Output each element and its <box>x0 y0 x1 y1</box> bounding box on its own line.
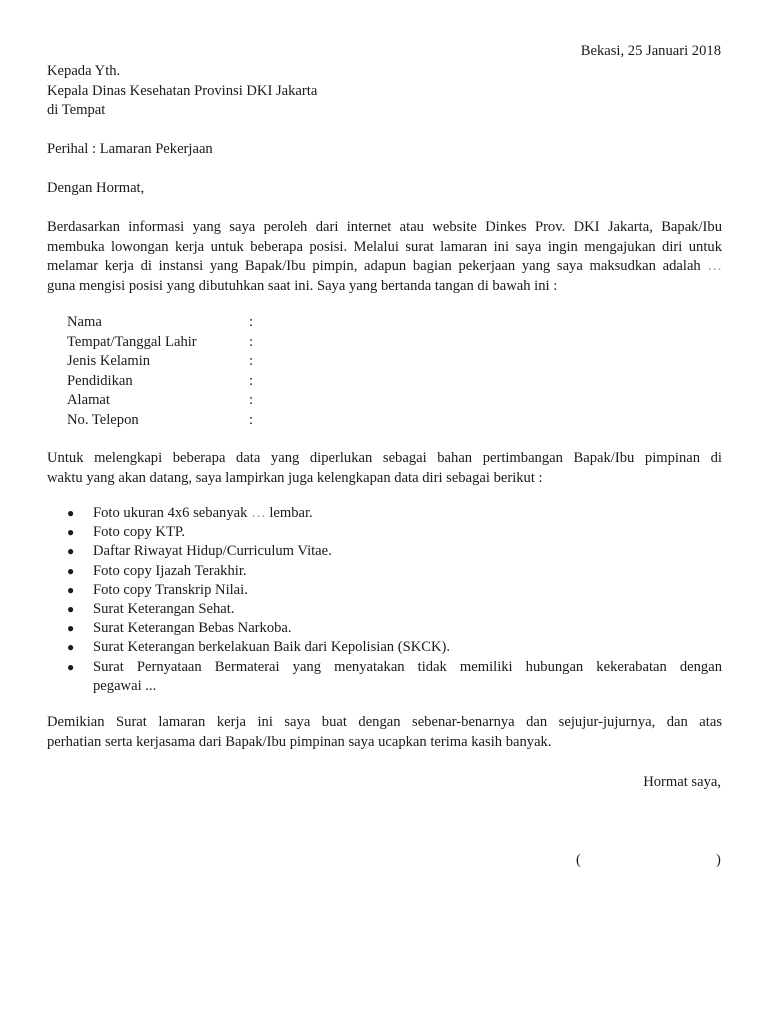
bullet-icon: ● <box>67 602 75 617</box>
intro-line: Berdasarkan informasi yang saya peroleh dari internet atau website Dinkes Prov. DKI Jakarta, Bapak/Ibu <box>47 219 722 235</box>
subject-line: Perihal : Lamaran Pekerjaan <box>47 141 213 157</box>
list-item-text: Foto copy Ijazah Terakhir. <box>93 562 247 579</box>
field-colon: : <box>249 314 254 330</box>
field-colon: : <box>249 353 254 369</box>
field-row-nama <box>67 313 467 333</box>
intro-paragraph <box>47 218 722 296</box>
ellipsis: … <box>707 258 722 274</box>
list-item-text: pegawai ... <box>93 677 157 694</box>
field-label: Pendidikan <box>67 372 133 389</box>
signature-close-paren: ) <box>716 852 721 868</box>
field-label: No. Telepon <box>67 411 139 428</box>
bullet-icon: ● <box>67 659 75 674</box>
list-item <box>47 581 722 600</box>
recipient-line-1: Kepada Yth. <box>47 63 121 79</box>
list-item <box>47 600 722 619</box>
recipient-line-2: Kepala Dinas Kesehatan Provinsi DKI Jakarta <box>47 82 318 99</box>
closing-paragraph <box>47 713 722 752</box>
closing-line: Demikian Surat lamaran kerja ini saya buat dengan sebenar-benarnya dan sejujur-jujurnya, dan atas <box>47 714 722 730</box>
intro-line <box>47 257 722 277</box>
closing-line: perhatian serta kerjasama dari Bapak/Ibu pimpinan saya ucapkan terima kasih banyak. <box>47 733 552 750</box>
ellipsis: … <box>251 505 266 521</box>
attachment-intro-paragraph <box>47 449 722 488</box>
list-item-text: Daftar Riwayat Hidup/Curriculum Vitae. <box>93 543 332 560</box>
bullet-icon: ● <box>67 544 75 559</box>
intro-line: membuka lowongan kerja untuk beberapa posisi. Melalui surat lamaran ini saya ingin mengajukan diri untuk <box>47 238 722 255</box>
signoff: Hormat saya, <box>643 774 721 790</box>
field-label: Alamat <box>67 392 110 408</box>
list-item-text: lembar. <box>269 505 313 521</box>
bullet-icon: ● <box>67 621 75 636</box>
list-item-text: Surat Keterangan Bebas Narkoba. <box>93 620 292 637</box>
field-row-pendidikan <box>67 372 467 392</box>
intro-line: guna mengisi posisi yang dibutuhkan saat ini. Saya yang bertanda tangan di bawah ini : <box>47 277 558 294</box>
list-item-text: Surat Pernyataan Bermaterai yang menyatakan tidak memiliki hubungan kekerabatan dengan <box>93 658 722 675</box>
field-label: Tempat/Tanggal Lahir <box>67 333 197 350</box>
attach-intro-line: waktu yang akan datang, saya lampirkan juga kelengkapan data diri sebagai berikut : <box>47 469 543 486</box>
recipient-line-3: di Tempat <box>47 102 106 118</box>
attach-intro-line: Untuk melengkapi beberapa data yang diperlukan sebagai bahan pertimbangan Bapak/Ibu pimpinan di <box>47 450 722 466</box>
field-colon: : <box>249 372 254 389</box>
bullet-icon: ● <box>67 582 75 597</box>
field-colon: : <box>249 392 254 408</box>
field-row-telepon <box>67 411 467 431</box>
list-item <box>47 542 722 561</box>
field-row-jenis-kelamin <box>67 352 467 372</box>
list-item <box>47 658 722 696</box>
attachment-list <box>47 504 722 696</box>
list-item <box>47 638 722 657</box>
field-colon: : <box>249 411 254 428</box>
field-label: Nama <box>67 314 102 330</box>
list-item-text: Foto copy Transkrip Nilai. <box>93 581 248 598</box>
list-item <box>47 504 722 523</box>
list-item-text: Surat Keterangan berkelakuan Baik dari Kepolisian (SKCK). <box>93 639 451 656</box>
list-item-text: Foto copy KTP. <box>93 524 186 541</box>
intro-line-text: melamar kerja di instansi yang Bapak/Ibu pimpin, adapun bagian pekerjaan yang saya maksudkan adalah <box>47 258 701 274</box>
signature-open-paren: ( <box>576 852 581 868</box>
field-row-ttl <box>67 333 467 353</box>
bullet-icon: ● <box>67 506 75 520</box>
list-item-text: Foto ukuran 4x6 sebanyak <box>93 505 248 521</box>
field-label: Jenis Kelamin <box>67 353 151 369</box>
bullet-icon: ● <box>67 563 75 578</box>
field-colon: : <box>249 333 254 350</box>
list-item <box>47 523 722 542</box>
field-row-alamat <box>67 391 467 411</box>
greeting: Dengan Hormat, <box>47 180 145 196</box>
list-item <box>47 562 722 581</box>
bullet-icon: ● <box>67 640 75 655</box>
list-item <box>47 619 722 638</box>
date-line: Bekasi, 25 Januari 2018 <box>580 43 721 59</box>
list-item-text: Surat Keterangan Sehat. <box>93 601 235 618</box>
bullet-icon: ● <box>67 525 75 540</box>
